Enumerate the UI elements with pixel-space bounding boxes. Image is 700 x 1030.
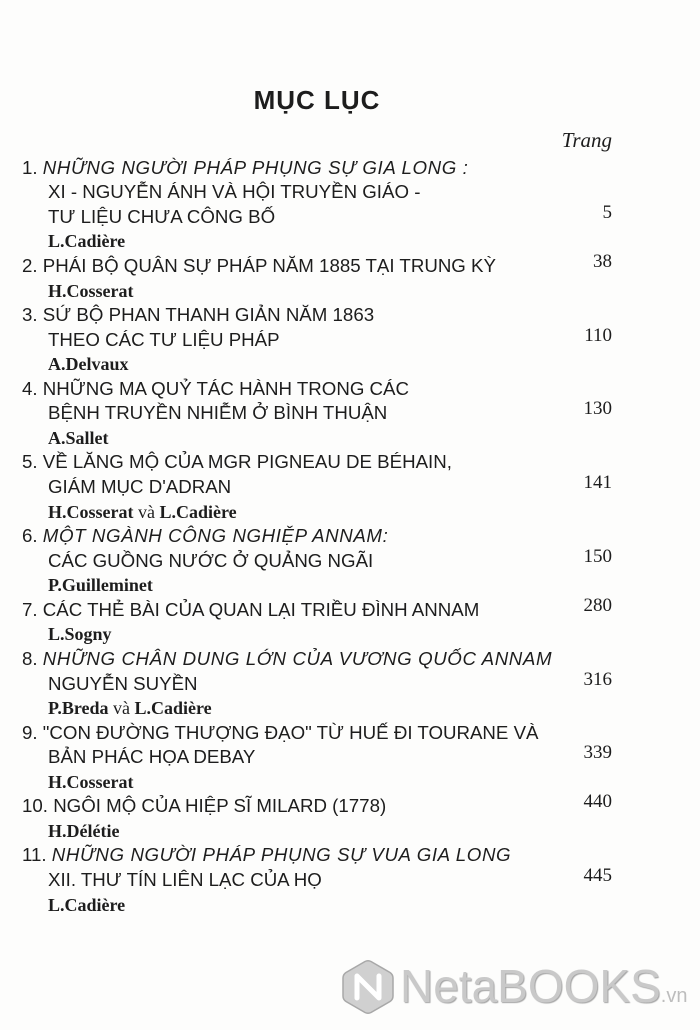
toc-entry bbox=[22, 250, 612, 303]
entry-title-line bbox=[22, 472, 612, 500]
entry-number: 8. bbox=[22, 647, 38, 669]
entry-title: NHỮNG NGƯỜI PHÁP PHỤNG SỰ VUA GIA LONG bbox=[51, 844, 512, 866]
entry-title-line bbox=[22, 594, 612, 623]
author-name: H.Cosserat bbox=[48, 501, 134, 522]
entry-title: NHỮNG MA QUỶ TÁC HÀNH TRONG CÁC bbox=[42, 377, 410, 399]
entry-title-continuation: XI - NGUYỄN ÁNH VÀ HỘI TRUYỀN GIÁO - bbox=[48, 181, 421, 203]
entry-page-number: 141 bbox=[583, 472, 612, 493]
author-name: H.Cosserat bbox=[48, 280, 134, 301]
entry-title-line bbox=[22, 545, 612, 574]
entry-number: 6. bbox=[22, 525, 38, 547]
entry-title-line bbox=[22, 250, 612, 279]
toc-entry bbox=[22, 791, 612, 843]
entry-title-line bbox=[22, 450, 612, 475]
entry-title-line bbox=[22, 843, 612, 868]
entry-page-number: 316 bbox=[583, 668, 612, 690]
entry-title-continuation: NGUYỄN SUYỀN bbox=[48, 672, 198, 694]
entry-number: 10. bbox=[22, 795, 48, 817]
entry-title-continuation: BẢN PHÁC HỌA DEBAY bbox=[48, 746, 256, 768]
entry-title-continuation: GIÁM MỤC D'ADRAN bbox=[48, 476, 232, 497]
entry-title: VỀ LĂNG MỘ CỦA MGR PIGNEAU DE BÉHAIN, bbox=[42, 451, 452, 473]
entry-page-number: 130 bbox=[583, 398, 612, 420]
entry-title: "CON ĐƯỜNG THƯỢNG ĐẠO" TỪ HUẾ ĐI TOURANE VÀ bbox=[42, 721, 539, 743]
entry-title: NHỮNG CHÂN DUNG LỚN CỦA VƯƠNG QUỐC ANNAM bbox=[42, 647, 553, 669]
toc-entry bbox=[22, 450, 612, 524]
entry-author bbox=[22, 622, 612, 647]
entry-title-line bbox=[22, 201, 612, 230]
entry-title-continuation: BỆNH TRUYỀN NHIỄM Ở BÌNH THUẬN bbox=[48, 402, 388, 424]
author-name: L.Cadière bbox=[48, 894, 126, 915]
author-joiner: và bbox=[113, 698, 131, 719]
entry-number: 11. bbox=[22, 844, 47, 866]
table-of-contents bbox=[22, 156, 612, 917]
entry-title-continuation: THEO CÁC TƯ LIỆU PHÁP bbox=[48, 328, 280, 350]
entry-title-continuation: CÁC GUỒNG NƯỚC Ở QUẢNG NGÃI bbox=[48, 549, 374, 571]
entry-title-line bbox=[22, 524, 612, 549]
entry-title-line bbox=[22, 791, 612, 819]
entry-title-line bbox=[22, 668, 612, 697]
entry-title-continuation: XII. THƯ TÍN LIÊN LẠC CỦA HỌ bbox=[48, 869, 322, 890]
entry-page-number: 110 bbox=[584, 324, 612, 346]
entry-author bbox=[22, 352, 612, 377]
entry-author bbox=[22, 696, 612, 721]
entry-page-number: 440 bbox=[583, 791, 612, 813]
toc-entry bbox=[22, 721, 612, 795]
page-title: MỤC LỤC bbox=[253, 85, 381, 115]
entry-title-line bbox=[22, 324, 612, 353]
entry-author bbox=[22, 500, 612, 525]
author-name: H.Délétie bbox=[48, 820, 120, 841]
coauthor-name: L.Cadière bbox=[134, 698, 212, 719]
entry-title-line bbox=[22, 156, 612, 181]
entry-author bbox=[22, 573, 612, 598]
entry-title-line bbox=[22, 180, 612, 205]
entry-title: CÁC THẺ BÀI CỦA QUAN LẠI TRIỀU ĐÌNH ANNAM bbox=[42, 598, 480, 620]
entry-page-number: 150 bbox=[583, 545, 612, 567]
author-name: A.Sallet bbox=[48, 427, 109, 448]
toc-entry bbox=[22, 647, 612, 721]
entry-page-number: 38 bbox=[593, 250, 612, 272]
entry-title-line bbox=[22, 303, 612, 328]
page-column-label: Trang bbox=[561, 128, 612, 152]
entry-title: NGÔI MỘ CỦA HIỆP SĨ MILARD (1778) bbox=[53, 795, 387, 817]
toc-entry bbox=[22, 594, 612, 647]
entry-title: MỘT NGÀNH CÔNG NGHIỆP ANNAM: bbox=[42, 525, 389, 547]
toc-entry bbox=[22, 156, 612, 254]
watermark bbox=[400, 960, 687, 1022]
entry-author bbox=[22, 819, 612, 844]
watermark-brand: NetaBOOKS bbox=[400, 960, 661, 1012]
author-name: L.Cadière bbox=[48, 231, 126, 252]
author-name: L.Sogny bbox=[48, 624, 112, 645]
entry-title-line bbox=[22, 398, 612, 426]
entry-author bbox=[22, 279, 612, 304]
entry-author bbox=[22, 893, 612, 918]
entry-title-line bbox=[22, 742, 612, 770]
entry-title: NHỮNG NGƯỜI PHÁP PHỤNG SỰ GIA LONG : bbox=[42, 156, 469, 178]
netabooks-logo-icon bbox=[338, 957, 398, 1017]
entry-author bbox=[22, 426, 612, 451]
entry-page-number: 445 bbox=[583, 865, 612, 886]
toc-entry bbox=[22, 843, 612, 917]
entry-page-number: 280 bbox=[583, 594, 612, 616]
entry-author bbox=[22, 770, 612, 795]
coauthor-name: L.Cadière bbox=[159, 501, 237, 522]
toc-entry bbox=[22, 303, 612, 377]
author-name: H.Cosserat bbox=[48, 771, 134, 792]
entry-title-continuation: TƯ LIỆU CHƯA CÔNG BỐ bbox=[48, 205, 276, 227]
entry-page-number: 5 bbox=[602, 201, 612, 223]
entry-number: 9. bbox=[22, 721, 38, 743]
author-name: P.Breda bbox=[48, 698, 109, 719]
watermark-suffix: .vn bbox=[660, 985, 688, 1007]
entry-number: 5. bbox=[22, 451, 38, 473]
entry-number: 4. bbox=[22, 377, 38, 399]
entry-number: 2. bbox=[22, 254, 38, 276]
toc-entry bbox=[22, 524, 612, 598]
author-name: P.Guilleminet bbox=[48, 575, 153, 596]
entry-title-line bbox=[22, 647, 612, 672]
entry-number: 1. bbox=[22, 156, 38, 178]
author-name: A.Delvaux bbox=[48, 354, 129, 375]
toc-entry bbox=[22, 377, 612, 451]
entry-number: 7. bbox=[22, 598, 38, 620]
entry-title: SỨ BỘ PHAN THANH GIẢN NĂM 1863 bbox=[42, 304, 375, 326]
entry-title-line bbox=[22, 377, 612, 402]
entry-page-number: 339 bbox=[583, 742, 612, 764]
author-joiner: và bbox=[137, 501, 155, 522]
entry-title: PHÁI BỘ QUÂN SỰ PHÁP NĂM 1885 TẠI TRUNG KỲ bbox=[42, 254, 496, 276]
entry-title-line bbox=[22, 721, 612, 746]
entry-author bbox=[22, 229, 612, 254]
entry-title-line bbox=[22, 865, 612, 893]
entry-number: 3. bbox=[22, 304, 38, 326]
